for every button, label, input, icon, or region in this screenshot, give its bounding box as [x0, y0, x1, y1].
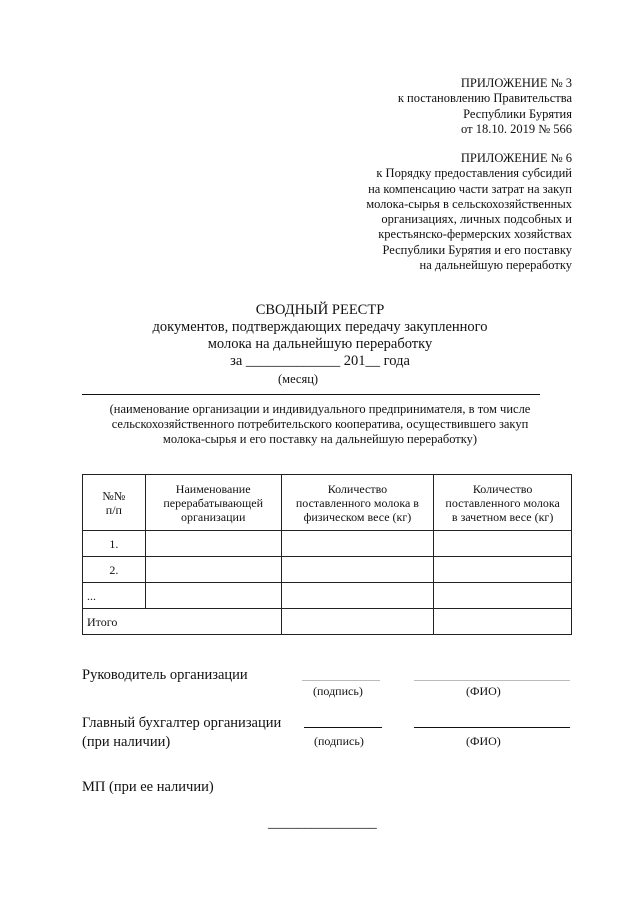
director-name-line: [414, 680, 570, 681]
organization-caption-line: (наименование организации и индивидуального предпринимателя, в том числе: [109, 402, 531, 416]
header-credit-weight: [434, 475, 572, 531]
table-cell: [145, 583, 281, 609]
row-number: 2.: [83, 557, 146, 583]
table-cell: [145, 531, 281, 557]
document-subtitle-line1: документов, подтверждающих передачу закупленного: [152, 319, 488, 335]
appendix-3-line: к постановлению Правительства: [397, 91, 572, 106]
accountant-name-line: [414, 727, 570, 728]
row-number: ...: [83, 583, 146, 609]
accountant-note: (при наличии): [82, 734, 171, 750]
table-row: [83, 531, 572, 557]
table-cell: [434, 557, 572, 583]
header-number: [83, 475, 146, 531]
director-signature-caption: (подпись): [313, 684, 363, 698]
header-text: поставленного молока: [445, 495, 560, 510]
header-text: Количество: [472, 481, 533, 496]
table-header-row: [83, 475, 572, 531]
header-text: в зачетном весе (кг): [451, 509, 554, 524]
appendix-6-line: молока-сырья в сельскохозяйственных: [366, 196, 572, 211]
table-cell: [434, 609, 572, 635]
stamp-label: МП (при ее наличии): [82, 779, 214, 795]
table-cell: [145, 557, 281, 583]
table-cell: [434, 583, 572, 609]
director-name-caption: (ФИО): [466, 684, 501, 698]
stamp-line: _______________: [268, 815, 377, 831]
document-title: СВОДНЫЙ РЕЕСТР: [255, 302, 385, 318]
row-number: 1.: [83, 531, 146, 557]
appendix-6-line: на компенсацию части затрат на закуп: [368, 181, 572, 196]
appendix-6-block: [366, 151, 572, 273]
organization-caption: [0, 402, 640, 447]
appendix-6-line: к Порядку предоставления субсидий: [376, 166, 572, 181]
director-signature-line: [302, 680, 380, 681]
header-text: физическом весе (кг): [303, 509, 412, 524]
header-text: Наименование: [175, 481, 251, 496]
appendix-6-line: крестьянско-фермерских хозяйствах: [378, 227, 572, 242]
registry-table: [82, 474, 572, 635]
organization-caption-line: молока-сырья и его поставку на дальнейшую переработку): [162, 432, 478, 446]
document-heading: [0, 302, 640, 370]
total-label: Итого: [83, 609, 282, 635]
director-label: Руководитель организации: [82, 667, 248, 683]
header-text: №№: [102, 488, 126, 503]
header-text: п/п: [105, 502, 122, 517]
organization-caption-line: сельскохозяйственного потребительского кооператива, осуществившего закуп: [111, 417, 529, 431]
appendix-3-title: ПРИЛОЖЕНИЕ № 3: [460, 76, 572, 90]
appendix-3-block: [398, 76, 572, 137]
table-row: [83, 583, 572, 609]
document-subtitle-line2: молока на дальнейшую переработку: [207, 336, 433, 352]
appendix-6-line: Республики Бурятия и его поставку: [382, 242, 572, 257]
accountant-name-caption: (ФИО): [466, 734, 501, 748]
appendix-6-title: ПРИЛОЖЕНИЕ № 6: [460, 151, 572, 165]
appendix-6-line: на дальнейшую переработку: [419, 258, 572, 273]
header-processor-name: [145, 475, 281, 531]
header-physical-weight: [281, 475, 434, 531]
header-text: поставленного молока в: [295, 495, 419, 510]
table-total-row: [83, 609, 572, 635]
table-cell: [281, 557, 434, 583]
table-cell: [281, 609, 434, 635]
header-text: организации: [180, 509, 246, 524]
accountant-signature-line: [304, 727, 382, 728]
organization-name-line: [82, 394, 540, 395]
appendix-3-line: от 18.10. 2019 № 566: [461, 121, 572, 136]
period-caption: (месяц): [278, 372, 319, 386]
table-cell: [434, 531, 572, 557]
appendix-6-line: организациях, личных подсобных и: [381, 212, 572, 227]
accountant-signature-caption: (подпись): [314, 734, 364, 748]
table-cell: [281, 583, 434, 609]
table-cell: [281, 531, 434, 557]
header-text: Количество: [327, 481, 388, 496]
appendix-3-line: Республики Бурятия: [463, 106, 572, 121]
accountant-label: Главный бухгалтер организации: [82, 715, 282, 731]
header-text: перерабатывающей: [163, 495, 263, 510]
period-line: за _____________ 201__ года: [230, 353, 410, 369]
table-row: [83, 557, 572, 583]
